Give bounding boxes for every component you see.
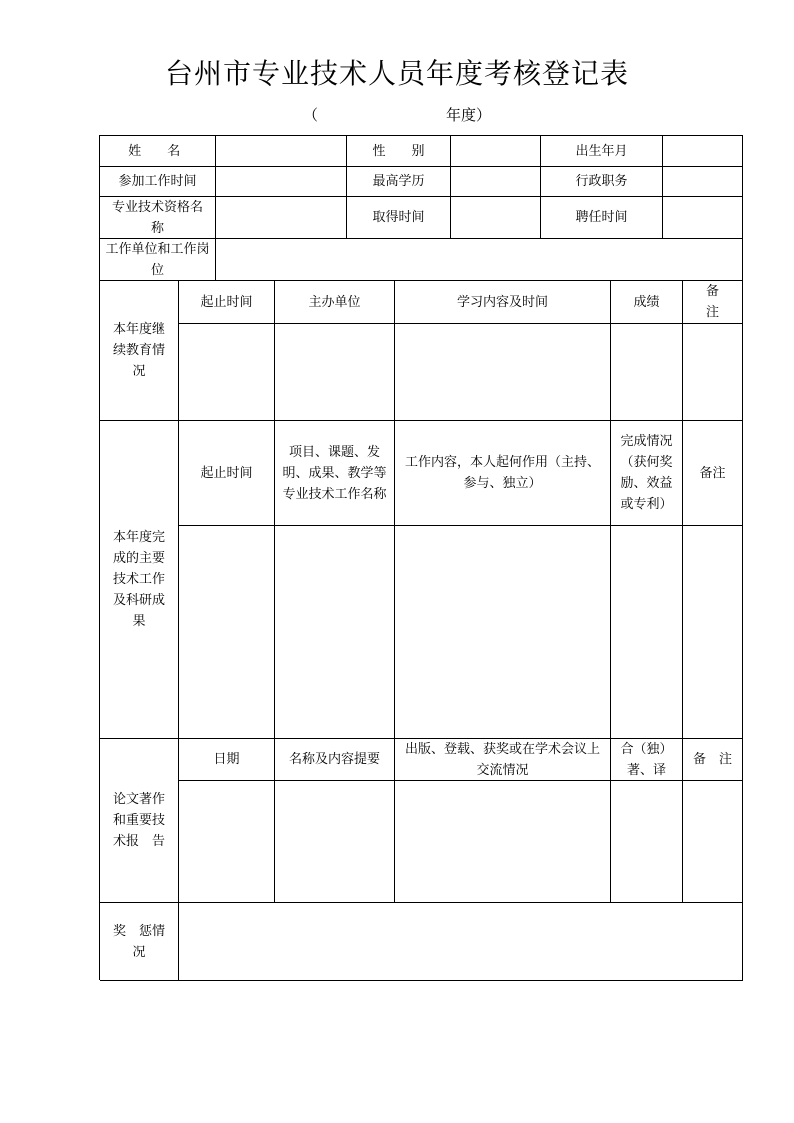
work-start-label: 参加工作时间 — [100, 167, 216, 197]
education-header-organizer: 主办单位 — [275, 281, 395, 324]
achievements-period-field[interactable] — [179, 526, 275, 739]
awards-section-label: 奖 惩情 况 — [100, 903, 179, 981]
achievements-header-completion: 完成情况（获何奖励、效益或专利） — [611, 421, 683, 526]
papers-title-field[interactable] — [275, 781, 395, 903]
birth-label: 出生年月 — [541, 136, 663, 167]
achievements-project-field[interactable] — [275, 526, 395, 739]
papers-authorship-field[interactable] — [611, 781, 683, 903]
education-label: 最高学历 — [347, 167, 451, 197]
papers-date-field[interactable] — [179, 781, 275, 903]
year-label: 年度） — [446, 106, 492, 124]
registration-form-table — [99, 135, 743, 980]
achievements-completion-field[interactable] — [611, 526, 683, 739]
papers-header-date: 日期 — [179, 739, 275, 781]
unit-label: 工作单位和工作岗位 — [100, 239, 216, 281]
papers-header-remarks: 备 注 — [683, 739, 743, 781]
achievements-header-project: 项目、课题、发明、成果、教学等专业技术工作名称 — [275, 421, 395, 526]
achievements-header-role: 工作内容，本人起何作用（主持、参与、独立） — [395, 421, 611, 526]
achievements-header-period: 起止时间 — [179, 421, 275, 526]
year-open-paren: （ — [303, 106, 319, 124]
unit-field[interactable] — [216, 239, 743, 281]
obtained-label: 取得时间 — [347, 197, 451, 239]
education-header-remarks: 备注 — [683, 281, 743, 324]
education-header-score: 成绩 — [611, 281, 683, 324]
education-section-label: 本年度继续教育情况 — [100, 281, 179, 421]
awards-field[interactable] — [179, 903, 743, 981]
achievements-remarks-field[interactable] — [683, 526, 743, 739]
gender-label: 性 别 — [347, 136, 451, 167]
birth-field[interactable] — [663, 136, 743, 167]
papers-header-authorship: 合（独）著、译 — [611, 739, 683, 781]
appointed-field[interactable] — [663, 197, 743, 239]
papers-publication-field[interactable] — [395, 781, 611, 903]
education-organizer-field[interactable] — [275, 324, 395, 421]
achievements-section-label: 本年度完成的主要技术工作及科研成果 — [100, 421, 179, 739]
education-period-field[interactable] — [179, 324, 275, 421]
achievements-role-field[interactable] — [395, 526, 611, 739]
education-content-field[interactable] — [395, 324, 611, 421]
appointed-label: 聘任时间 — [541, 197, 663, 239]
qualification-field[interactable] — [216, 197, 347, 239]
position-field[interactable] — [663, 167, 743, 197]
education-field[interactable] — [451, 167, 541, 197]
work-start-field[interactable] — [216, 167, 347, 197]
papers-section-label: 论文著作和重要技术报 告 — [100, 739, 179, 903]
page-title: 台州市专业技术人员年度考核登记表 — [164, 57, 629, 90]
education-remarks-field[interactable] — [683, 324, 743, 421]
papers-remarks-field[interactable] — [683, 781, 743, 903]
education-header-content: 学习内容及时间 — [395, 281, 611, 324]
papers-header-publication: 出版、登载、获奖或在学术会议上交流情况 — [395, 739, 611, 781]
name-label: 姓 名 — [100, 136, 216, 167]
qualification-label: 专业技术资格名 称 — [100, 197, 216, 239]
papers-header-title: 名称及内容提要 — [275, 739, 395, 781]
name-field[interactable] — [216, 136, 347, 167]
education-header-period: 起止时间 — [179, 281, 275, 324]
gender-field[interactable] — [451, 136, 541, 167]
obtained-field[interactable] — [451, 197, 541, 239]
achievements-header-remarks: 备注 — [683, 421, 743, 526]
position-label: 行政职务 — [541, 167, 663, 197]
education-score-field[interactable] — [611, 324, 683, 421]
